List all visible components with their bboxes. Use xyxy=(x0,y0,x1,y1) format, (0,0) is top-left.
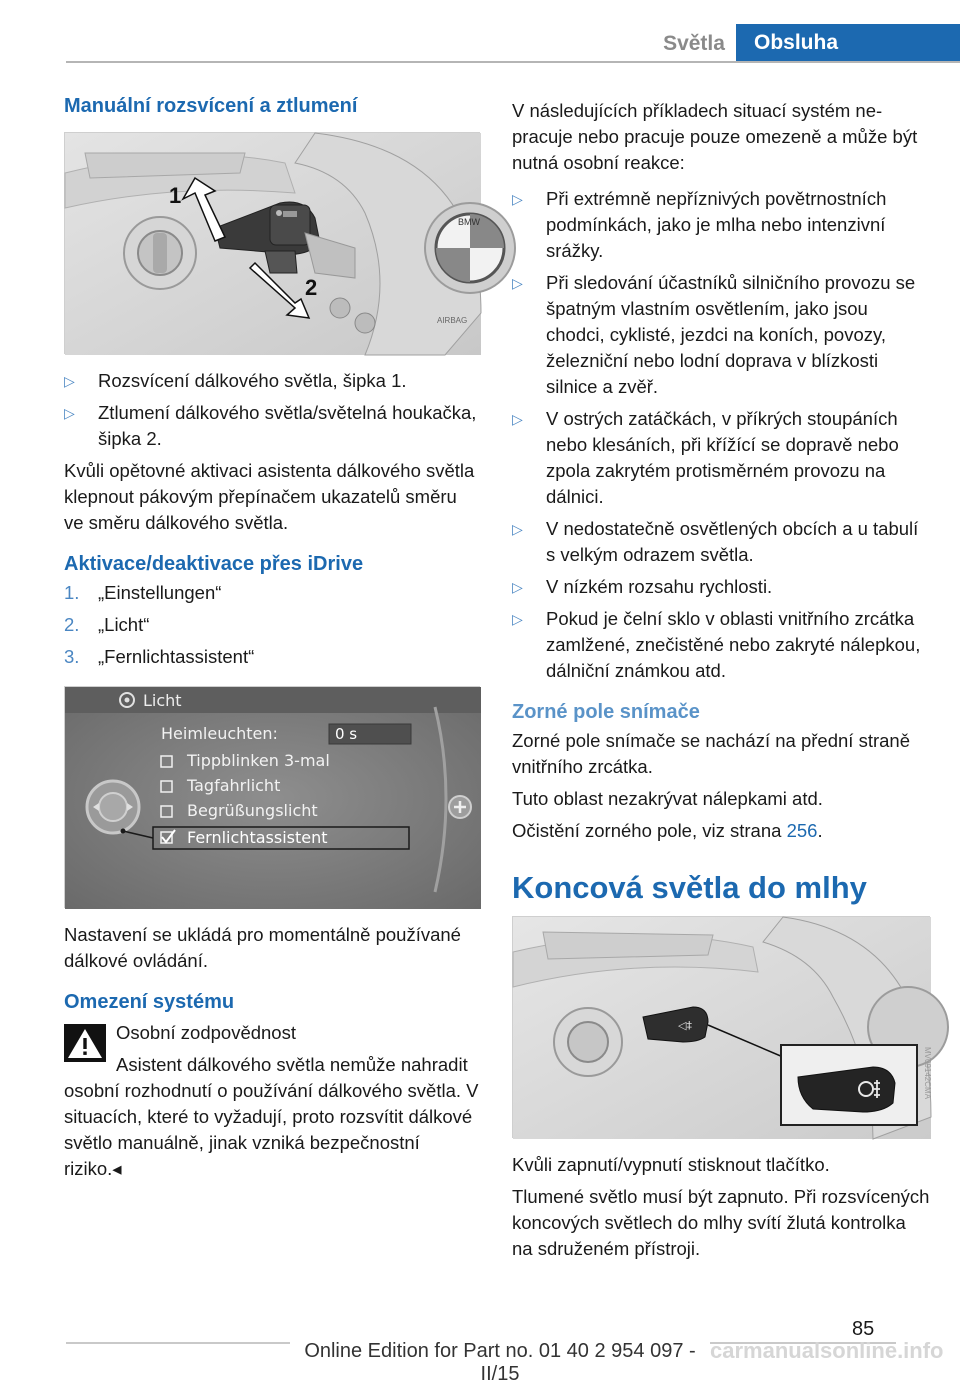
page-header xyxy=(0,0,960,62)
fog-light-button-illustration xyxy=(513,917,931,1139)
figure-turn-signal-stalk xyxy=(64,132,480,354)
screen-title: Licht xyxy=(143,691,182,710)
page-number: 85 xyxy=(852,1318,875,1340)
triangle-bullet-icon: ▷ xyxy=(512,611,523,627)
triangle-bullet-icon: ▷ xyxy=(512,411,523,427)
header-section-tab[interactable]: Světla xyxy=(663,32,725,55)
steps-list xyxy=(64,580,480,670)
footer-edition-text: Online Edition for Part no. 01 40 2 954 097 - II/15 xyxy=(290,1340,710,1386)
triangle-bullet-icon: ▷ xyxy=(64,405,75,421)
triangle-bullet-icon: ▷ xyxy=(512,521,523,537)
paragraph-no-stickers: Tuto oblast nezakrývat nálepkami atd. xyxy=(512,788,823,809)
left-column xyxy=(64,92,480,1182)
list-item: 2. „Licht“ xyxy=(64,614,150,635)
paragraph-low-beam-required: Tlumené světlo musí být zapnuto. Při rozsvícených koncových světlech do mlhy svítí žlutá kontrolka na sdruženém přístroji. xyxy=(512,1186,930,1259)
bullet-list-limitations xyxy=(512,186,930,684)
paragraph-reactivate: Kvůli opětovné aktivaci asistenta dálkového světla klepnout pákovým přepínačem ukazatelů směru ve směru dálkového světla. xyxy=(64,460,475,533)
list-item: ▷ Ztlumení dálkového světla/světelná houkačka, šipka 2. xyxy=(64,402,477,449)
paragraph-settings-saved: Nastavení se ukládá pro momentálně používané dálkové ovládání. xyxy=(64,924,461,971)
warning-body: Asistent dálkového světla nemůže nahradit osobní rozhodnutí o používání dálkového světla. V situacích, které to vyžadují, proto rozsvítit dálkové světlo manuálně, jinak vzniká bezpečnostní riziko.◂ xyxy=(64,1054,479,1179)
triangle-bullet-icon: ▷ xyxy=(64,373,75,389)
option-tagfahrlicht[interactable]: Tagfahrlicht xyxy=(187,776,281,795)
list-item: ▷ Při sledování účastníků silničního provozu se špatným vlastním osvětlením, jako jsou chodci, cyklisté, jezdci na koních, povozy, železniční nebo lodní doprava v blízkosti silnice a zvěř. xyxy=(512,272,916,397)
paragraph-press-button: Kvůli zapnutí/vypnutí stisknout tlačítko. xyxy=(512,1154,830,1175)
list-item: ▷ V ostrých zatáčkách, v příkrých stoupáních nebo klesáních, při křížící se dopravě nebo zpola zakrytém protisměrném provozu na dálnici. xyxy=(512,408,899,507)
heimleuchten-value[interactable]: 0 s xyxy=(335,725,358,743)
triangle-bullet-icon: ▷ xyxy=(512,579,523,595)
bullet-list-high-beam xyxy=(64,368,480,452)
heading-rear-fog-lights: Koncová světla do mlhy xyxy=(512,870,867,905)
figure-fog-light-button xyxy=(512,916,930,1138)
list-item: ▷ Pokud je čelní sklo v oblasti vnitřního zrcátka zamlžené, znečistěné nebo zakryté nálepkou, dálniční známkou atd. xyxy=(512,608,921,681)
list-item: 3. „Fernlichtassistent“ xyxy=(64,646,255,667)
option-begruessungslicht[interactable]: Begrüßungslicht xyxy=(187,801,318,820)
figure-code: MV09142CMA xyxy=(923,1047,932,1100)
warning-block xyxy=(64,1020,480,1182)
idrive-light-menu xyxy=(65,687,481,909)
heading-system-limits: Omezení systému xyxy=(64,991,235,1013)
heading-sensor-field: Zorné pole snímače xyxy=(512,701,700,723)
arrow-1-label: 1 xyxy=(169,183,182,208)
paragraph-limitations-intro: V následujících příkladech situací systém nepracuje nebo pracuje pouze omezeně a může být nutná osobní reakce: xyxy=(512,100,918,173)
heimleuchten-label: Heimleuchten: xyxy=(161,724,278,743)
right-column xyxy=(512,92,930,1262)
fog-symbol-small-icon: ◁‡ xyxy=(678,1019,692,1032)
paragraph-sensor-location: Zorné pole snímače se nachází na přední straně vnitřního zrcátka. xyxy=(512,730,910,777)
airbag-text: AIRBAG xyxy=(437,316,468,325)
watermark-text: carmanualsonline.info xyxy=(710,1338,944,1363)
triangle-bullet-icon: ▷ xyxy=(512,191,523,207)
steering-stalk-illustration xyxy=(65,133,481,355)
triangle-bullet-icon: ▷ xyxy=(512,275,523,291)
warning-title: Osobní zodpovědnost xyxy=(116,1022,296,1043)
controller-knob-icon xyxy=(87,781,139,833)
heading-manual-high-beam: Manuální rozsvícení a ztlumení xyxy=(64,95,358,117)
arrow-2-label: 2 xyxy=(305,275,318,300)
bmw-logo-text: BMW xyxy=(458,217,480,227)
list-item: ▷ Rozsvícení dálkového světla, šipka 1. xyxy=(64,368,480,394)
option-tippblinken[interactable]: Tippblinken 3-mal xyxy=(187,751,330,770)
header-divider xyxy=(66,61,960,63)
paragraph-cleaning: Očistění zorného pole, viz strana 256. xyxy=(512,820,823,841)
figure-idrive-screen xyxy=(64,686,480,908)
heading-idrive: Aktivace/deaktivace přes iDrive xyxy=(64,553,364,575)
header-chapter-tab[interactable]: Obsluha xyxy=(736,24,960,62)
page-link-256[interactable]: 256 xyxy=(786,820,818,841)
list-item: ▷ V nedostatečně osvětlených obcích a u tabulí s velkým odrazem světla. xyxy=(512,518,919,565)
option-fernlichtassistent[interactable]: Fernlichtassistent xyxy=(187,828,328,847)
plus-icon[interactable] xyxy=(449,796,471,818)
list-item: ▷ Při extrémně nepříznivých povětrnostních podmínkách, jako je mlha nebo intenzivní srážky. xyxy=(512,188,887,261)
list-item: 1. „Einstellungen“ xyxy=(64,582,222,603)
warning-triangle-icon xyxy=(64,1024,106,1062)
list-item: ▷ V nízkém rozsahu rychlosti. xyxy=(512,574,930,600)
